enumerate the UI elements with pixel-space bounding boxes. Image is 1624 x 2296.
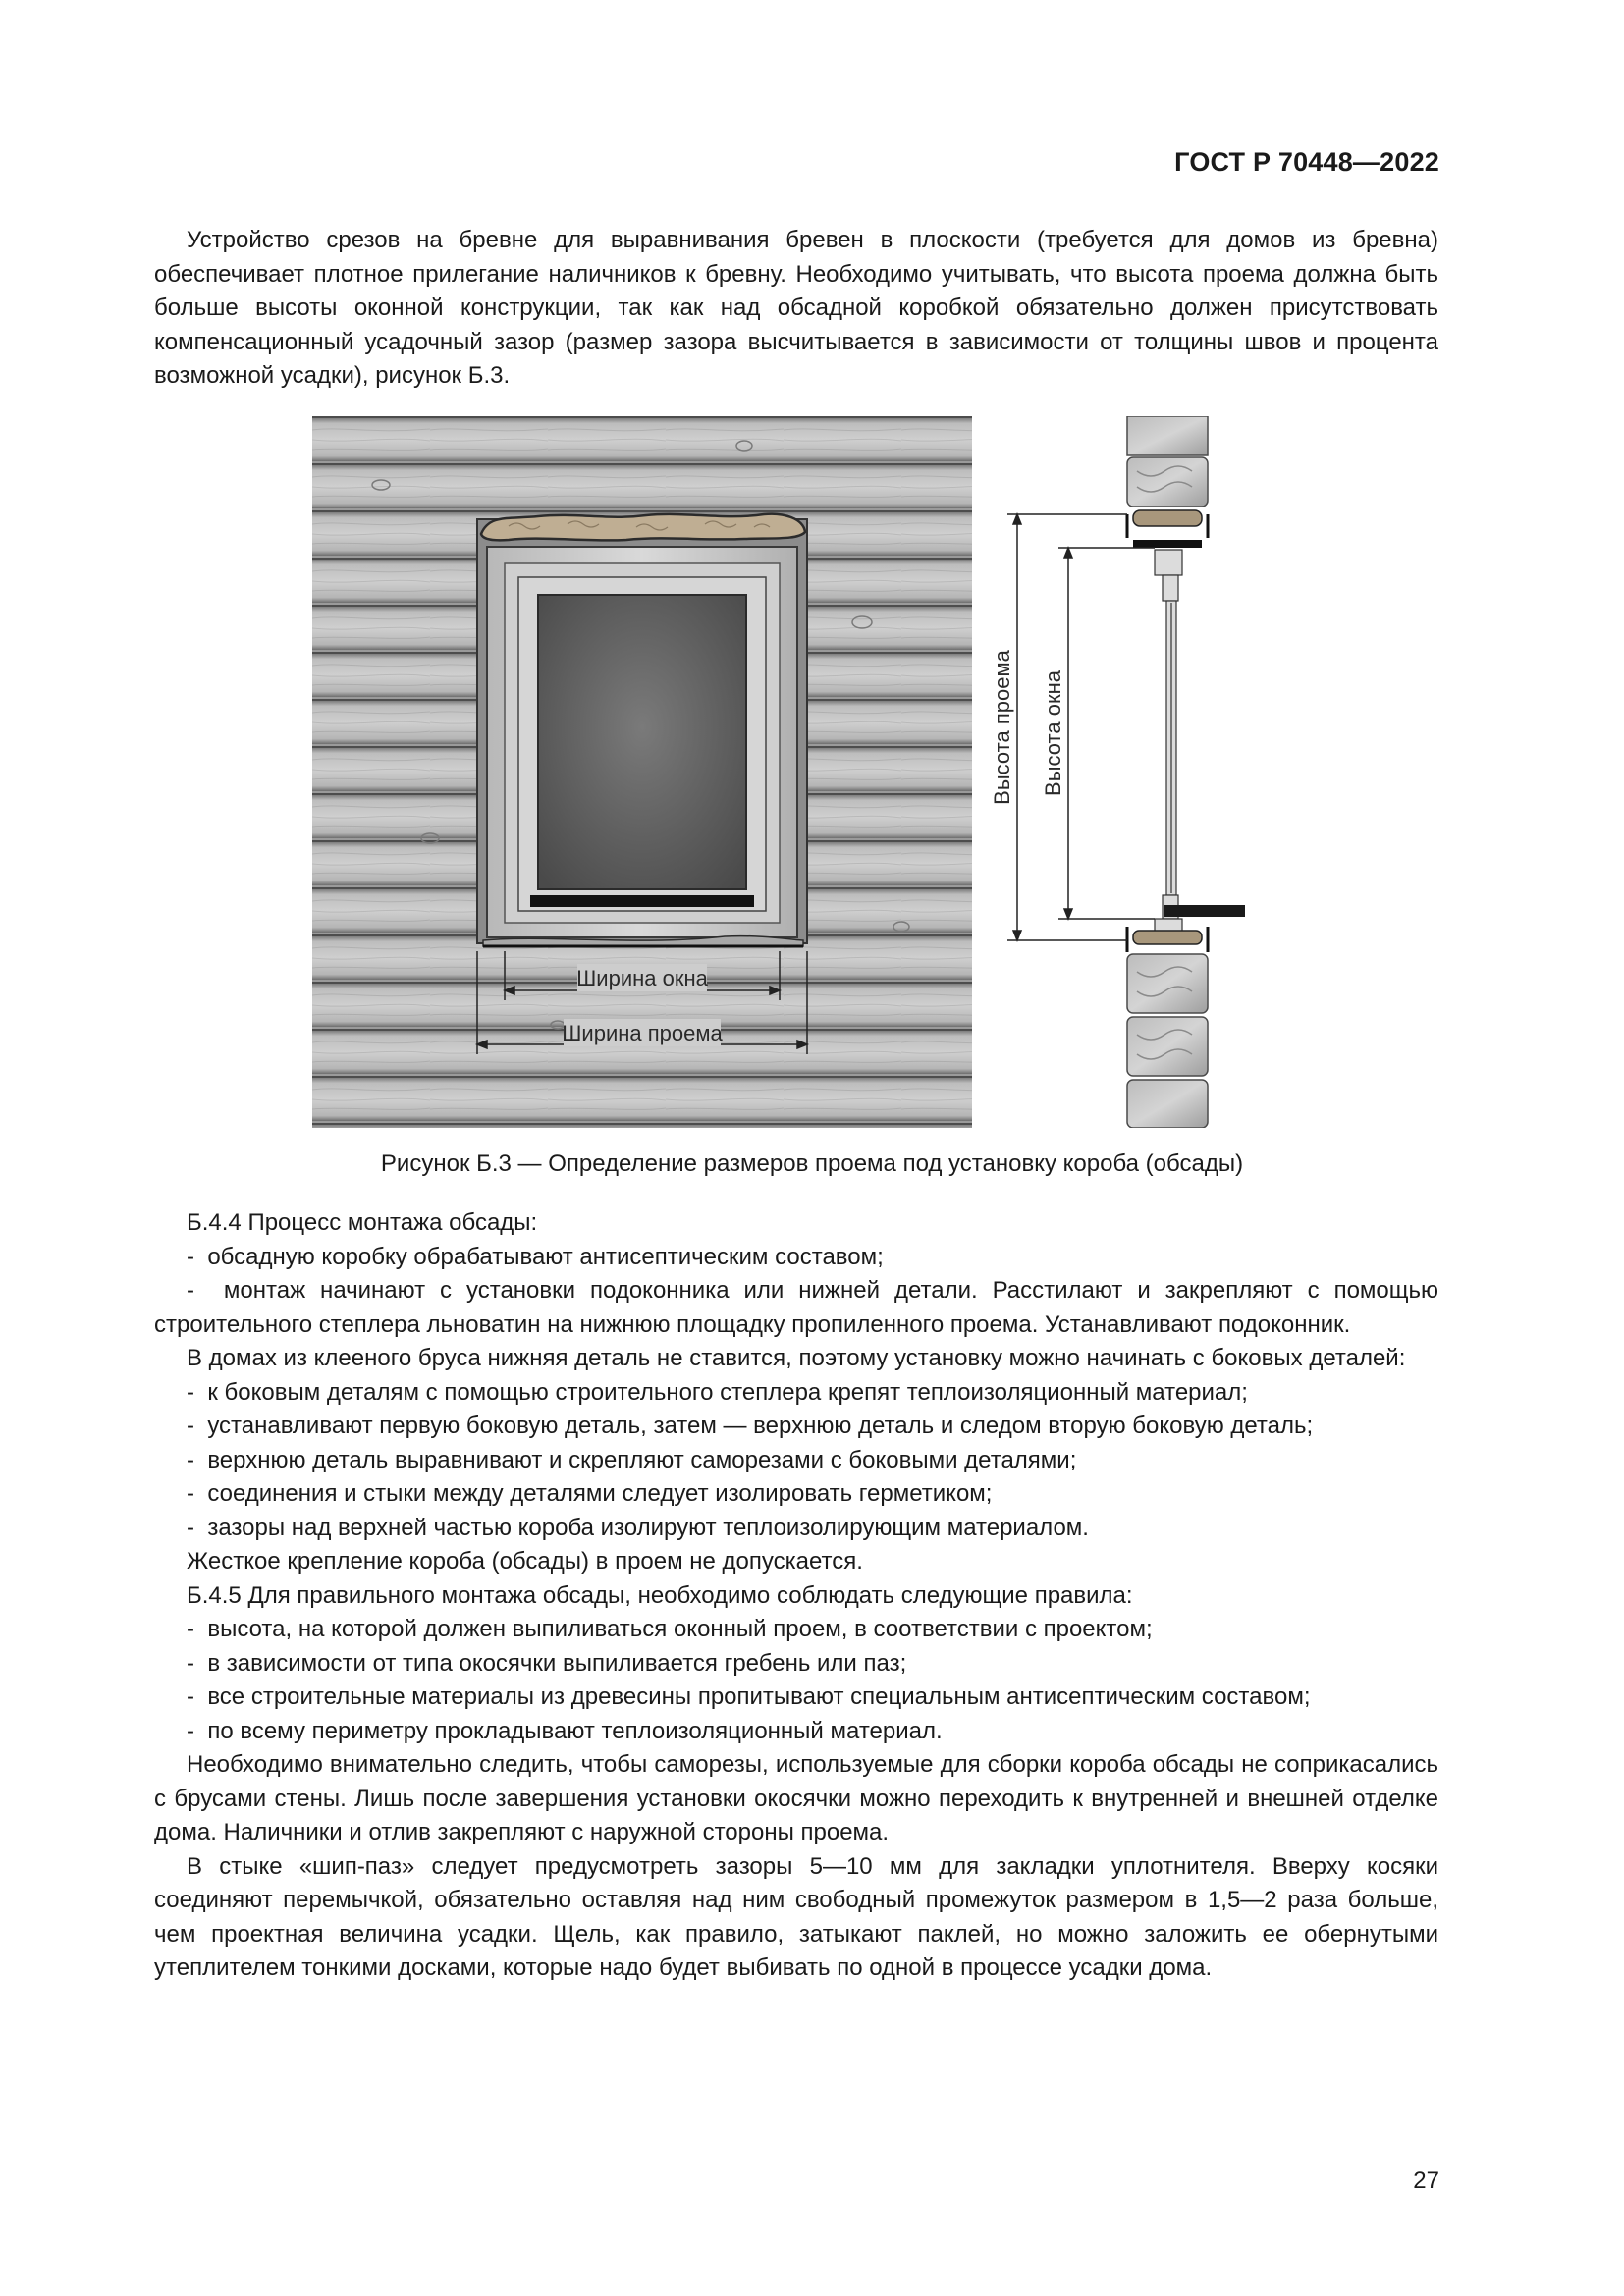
section-b45-heading: Б.4.5 Для правильного монтажа обсады, необходимо соблюдать следующие правила: — [187, 1581, 1133, 1609]
list-item: - устанавливают первую боковую деталь, затем — верхнюю деталь и следом вторую боковую деталь; — [154, 1410, 1438, 1444]
label-opening-width: Ширина проема — [562, 1021, 723, 1045]
figure-cross-section — [990, 416, 1245, 1128]
paragraph-rigid-fixing: Жесткое крепление короба (обсады) в проем не допускается. — [187, 1548, 863, 1575]
window-glass — [538, 595, 746, 889]
label-window-height: Высота окна — [1041, 670, 1065, 796]
list-item: - по всему периметру прокладывают теплоизоляционный материал. — [154, 1715, 1438, 1749]
figure-wall-window — [312, 416, 972, 1128]
page-header-standard: ГОСТ Р 70448—2022 — [1174, 147, 1439, 177]
paragraph-screws: Необходимо внимательно следить, чтобы саморезы, используемые для сборки короба обсады не соприкасались с брусами стены. Лишь после завершения установки окосячки можно переходить к внутренней и внешней отделке дома. Наличники и отлив закрепляют с наружной стороны проема. — [154, 1751, 1438, 1845]
list-item: - монтаж начинают с установки подоконника или нижней детали. Расстилают и закрепляют с помощью строительного степлера льноватин на нижнюю площадку пропиленного проема. Устанавливают подоконник. — [154, 1274, 1438, 1342]
body-text — [154, 1206, 1438, 1986]
section-window-profile — [1155, 550, 1182, 940]
section-top-gap — [1127, 510, 1208, 548]
window-sash — [518, 577, 766, 911]
section-bottom-gap — [1127, 927, 1208, 952]
list-item: - соединения и стыки между деталями следует изолировать герметиком; — [154, 1477, 1438, 1512]
page-number: 27 — [1413, 2167, 1439, 2194]
list-item: - в зависимости от типа окосячки выпиливается гребень или паз; — [154, 1647, 1438, 1682]
figure-caption: Рисунок Б.3 — Определение размеров проема под установку короба (обсады) — [380, 1150, 1244, 1177]
list-item: - к боковым деталям с помощью строительного степлера крепят теплоизоляционный материал; — [154, 1376, 1438, 1411]
label-window-width: Ширина окна — [576, 966, 708, 990]
dimension-window-height — [1058, 548, 1155, 919]
paragraph-joint: В стыке «шип-паз» следует предусмотреть зазоры 5—10 мм для закладки уплотнителя. Вверху косяки соединяют перемычкой, обязательно оставляя над ним свободный промежуток размером в 1,5—2 раза больше, чем проектная величина усадки. Щель, как правило, затыкают паклей, но можно заложить ее обернутыми утеплителем тонкими досками, которые надо будет выбивать по одной в процессе усадки дома. — [154, 1852, 1438, 1981]
list-item: - все строительные материалы из древесины пропитывают специальным антисептическим составом; — [154, 1681, 1438, 1715]
wall-log-grain — [312, 1125, 972, 1128]
section-b44-heading: Б.4.4 Процесс монтажа обсады: — [187, 1209, 538, 1236]
compensation-gap-tow — [481, 514, 805, 541]
label-opening-height: Высота проема — [990, 650, 1014, 805]
section-logs-lower — [1127, 954, 1208, 1128]
section-b44-list-b — [154, 1376, 1438, 1546]
intro-paragraph: Устройство срезов на бревне для выравнивания бревен в плоскости (требуется для домов из бревна) обеспечивает плотное прилегание наличников к бревну. Необходимо учитывать, что высота проема должна быть больше высоты оконной конструкции, так как над обсадной коробкой обязательно должен присутствовать компенсационный усадочный зазор (размер зазора высчитывается в зависимости от толщины швов и процента возможной усадки), рисунок Б.3. — [154, 227, 1438, 389]
wall-log-grain — [312, 418, 972, 461]
intro-text — [154, 224, 1438, 394]
section-sill — [1164, 905, 1245, 917]
section-b44-list-a — [154, 1241, 1438, 1343]
list-item: - верхнюю деталь выравнивают и скрепляют саморезами с боковыми деталями; — [154, 1444, 1438, 1478]
list-item: - зазоры над верхней частью короба изолируют теплоизолирующим материалом. — [154, 1512, 1438, 1546]
window-sill-strip — [530, 895, 754, 907]
paragraph-glulam: В домах из клееного бруса нижняя деталь не ставится, поэтому установку можно начинать с боковых деталей: — [187, 1345, 1406, 1371]
wall-log-grain — [312, 1078, 972, 1121]
list-item: - высота, на которой должен выпиливаться оконный проем, в соответствии с проектом; — [154, 1613, 1438, 1647]
list-item: - обсадную коробку обрабатывают антисептическим составом; — [154, 1241, 1438, 1275]
wall-log-grain — [312, 465, 972, 508]
dimension-opening-height — [1007, 514, 1127, 940]
section-b45-list — [154, 1613, 1438, 1748]
section-logs-upper — [1127, 416, 1208, 507]
